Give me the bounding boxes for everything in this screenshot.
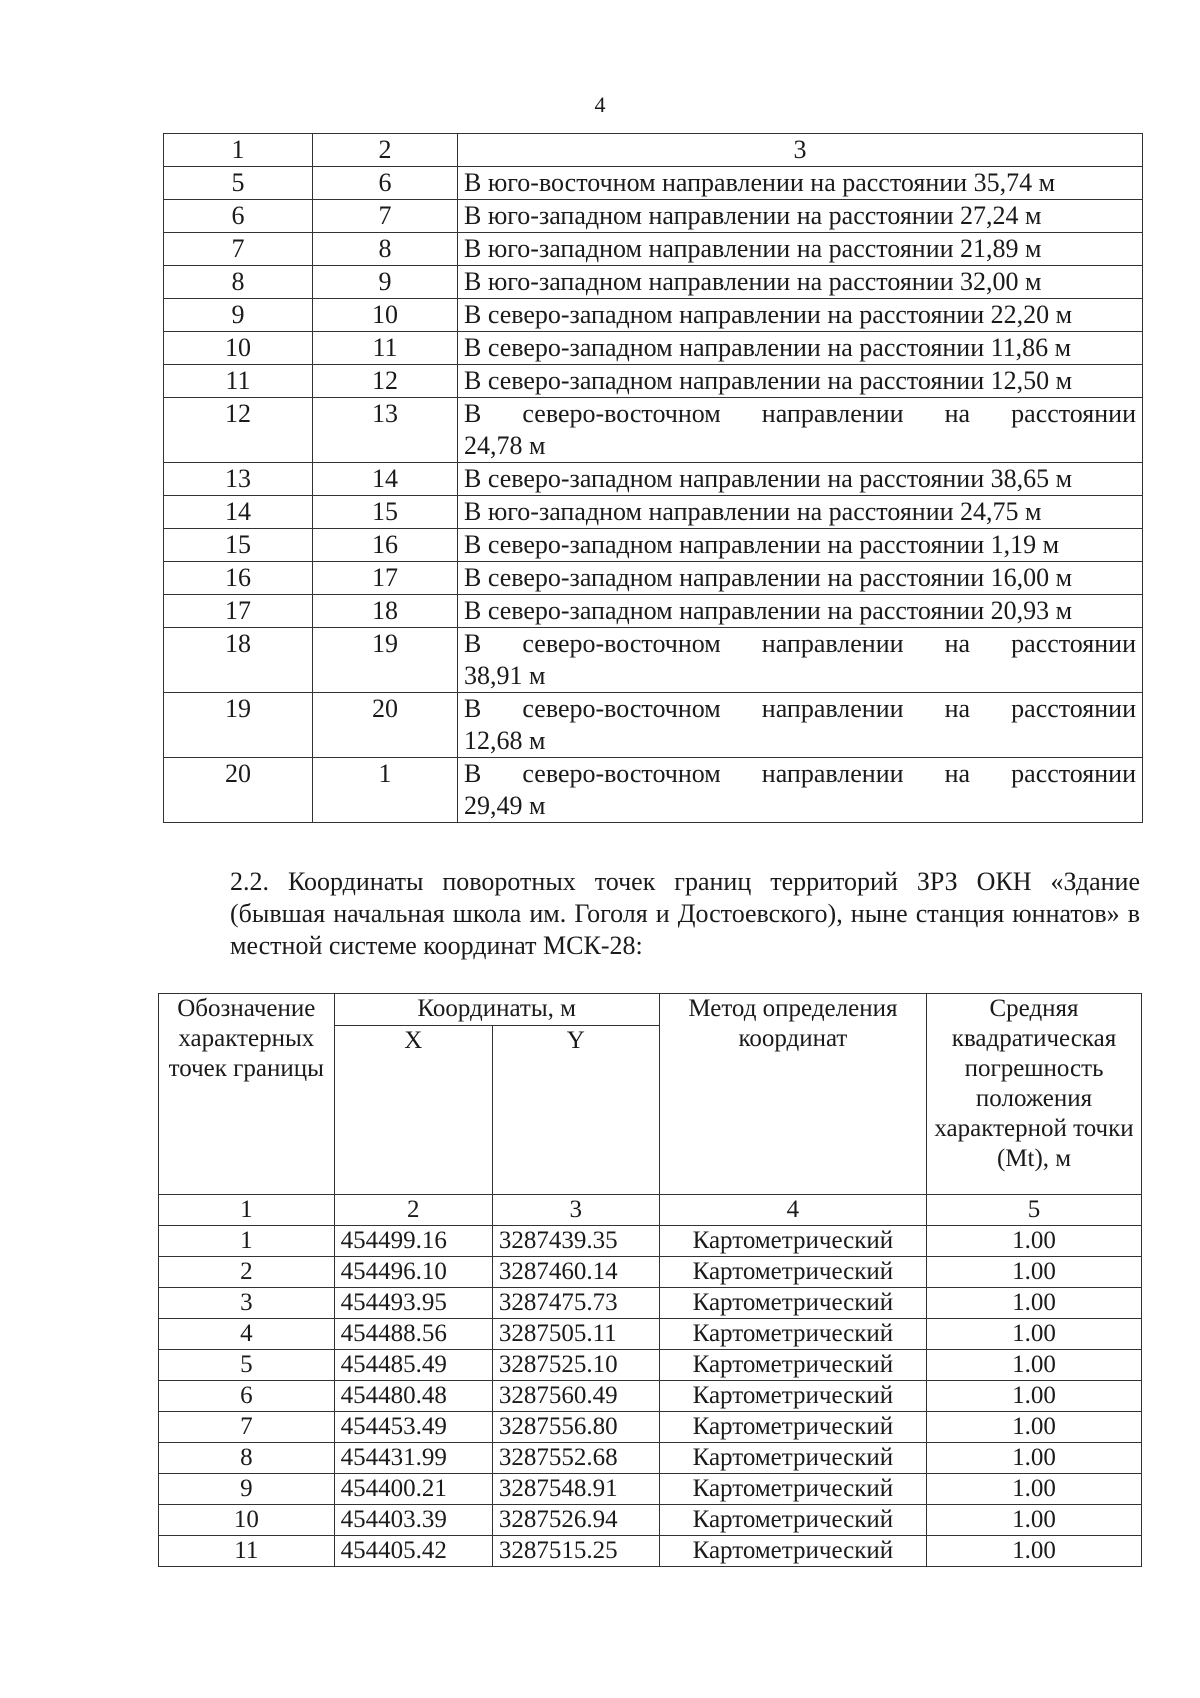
error-cell: 1.00 xyxy=(927,1474,1142,1505)
coord-y: 3287515.25 xyxy=(492,1536,659,1567)
from-point: 12 xyxy=(164,398,313,463)
from-point: 7 xyxy=(164,233,313,266)
to-point: 7 xyxy=(313,200,458,233)
from-point: 20 xyxy=(164,758,313,823)
table-row xyxy=(159,1536,1142,1567)
table-row xyxy=(164,562,1143,595)
header-coordinates: Координаты, м xyxy=(334,994,659,1026)
from-point: 6 xyxy=(164,200,313,233)
table-row xyxy=(164,299,1143,332)
to-point: 14 xyxy=(313,463,458,496)
method-cell: Картометрический xyxy=(659,1350,926,1381)
coord-x: 454488.56 xyxy=(334,1319,492,1350)
point-id: 1 xyxy=(159,1226,335,1257)
direction-text xyxy=(458,398,1143,463)
table-row xyxy=(164,496,1143,529)
from-point: 13 xyxy=(164,463,313,496)
method-cell: Картометрический xyxy=(659,1381,926,1412)
table-row xyxy=(159,1505,1142,1536)
from-point: 17 xyxy=(164,595,313,628)
header-error: Средняя квадратическая погрешность положения характерной точки (Mt), м xyxy=(927,994,1142,1195)
from-point: 16 xyxy=(164,562,313,595)
point-id: 9 xyxy=(159,1474,335,1505)
table-row xyxy=(159,1319,1142,1350)
table-row xyxy=(164,529,1143,562)
direction-text xyxy=(458,628,1143,693)
from-point: 9 xyxy=(164,299,313,332)
from-point: 8 xyxy=(164,266,313,299)
table-row xyxy=(159,1381,1142,1412)
table-row xyxy=(164,595,1143,628)
from-point: 14 xyxy=(164,496,313,529)
table-row xyxy=(164,758,1143,823)
direction-text xyxy=(458,693,1143,758)
point-id: 7 xyxy=(159,1412,335,1443)
table-row xyxy=(164,233,1143,266)
method-cell: Картометрический xyxy=(659,1536,926,1567)
to-point: 13 xyxy=(313,398,458,463)
direction-text: В северо-западном направлении на расстоянии 22,20 м xyxy=(458,299,1143,332)
direction-text: В северо-западном направлении на расстоянии 11,86 м xyxy=(458,332,1143,365)
direction-text xyxy=(458,758,1143,823)
column-number: 5 xyxy=(927,1195,1142,1226)
from-point: 19 xyxy=(164,693,313,758)
coord-x: 454499.16 xyxy=(334,1226,492,1257)
point-id: 2 xyxy=(159,1257,335,1288)
table-row xyxy=(159,1412,1142,1443)
coord-y: 3287560.49 xyxy=(492,1381,659,1412)
coord-x: 454400.21 xyxy=(334,1474,492,1505)
coord-x: 454485.49 xyxy=(334,1350,492,1381)
direction-text-line: В северо-восточном направлении на расстоянии xyxy=(464,399,1136,428)
coord-y: 3287460.14 xyxy=(492,1257,659,1288)
from-point: 10 xyxy=(164,332,313,365)
direction-text-line: В северо-восточном направлении на расстоянии xyxy=(464,759,1136,788)
column-number: 1 xyxy=(159,1195,335,1226)
table-header-row xyxy=(164,134,1143,167)
error-cell: 1.00 xyxy=(927,1319,1142,1350)
direction-text-line: В северо-восточном направлении на расстоянии xyxy=(464,629,1136,658)
direction-text: В юго-западном направлении на расстоянии 27,24 м xyxy=(458,200,1143,233)
table-row xyxy=(159,1443,1142,1474)
method-cell: Картометрический xyxy=(659,1288,926,1319)
to-point: 1 xyxy=(313,758,458,823)
direction-text: В юго-восточном направлении на расстоянии 35,74 м xyxy=(458,167,1143,200)
table-row xyxy=(159,1350,1142,1381)
paragraph-text: 2.2. Координаты поворотных точек границ территорий ЗРЗ ОКН «Здание (бывшая начальная школа им. Гоголя и Достоевского), ныне станция юннатов» в местной системе координат МСК-28: xyxy=(230,867,1140,960)
coord-x: 454496.10 xyxy=(334,1257,492,1288)
direction-text: В юго-западном направлении на расстоянии 24,75 м xyxy=(458,496,1143,529)
direction-text-line: В северо-восточном направлении на расстоянии xyxy=(464,694,1136,723)
header-point-designation: Обозначение характерных точек границы xyxy=(159,994,335,1195)
table-header-row xyxy=(159,994,1142,1026)
distance-text: 38,91 м xyxy=(464,661,546,690)
table-row xyxy=(164,693,1143,758)
column-number: 4 xyxy=(659,1195,926,1226)
point-id: 10 xyxy=(159,1505,335,1536)
method-cell: Картометрический xyxy=(659,1319,926,1350)
coord-y: 3287548.91 xyxy=(492,1474,659,1505)
header-cell: 2 xyxy=(313,134,458,167)
error-cell: 1.00 xyxy=(927,1536,1142,1567)
method-cell: Картометрический xyxy=(659,1257,926,1288)
point-id: 3 xyxy=(159,1288,335,1319)
coord-x: 454405.42 xyxy=(334,1536,492,1567)
distance-text: 24,78 м xyxy=(464,431,546,460)
error-cell: 1.00 xyxy=(927,1288,1142,1319)
point-id: 11 xyxy=(159,1536,335,1567)
to-point: 17 xyxy=(313,562,458,595)
table-row xyxy=(164,628,1143,693)
error-cell: 1.00 xyxy=(927,1350,1142,1381)
from-point: 11 xyxy=(164,365,313,398)
coord-y: 3287439.35 xyxy=(492,1226,659,1257)
table-row xyxy=(164,398,1143,463)
coord-y: 3287526.94 xyxy=(492,1505,659,1536)
coord-y: 3287552.68 xyxy=(492,1443,659,1474)
direction-text: В юго-западном направлении на расстоянии 32,00 м xyxy=(458,266,1143,299)
header-x: X xyxy=(334,1026,492,1195)
coord-y: 3287525.10 xyxy=(492,1350,659,1381)
column-number: 3 xyxy=(492,1195,659,1226)
direction-text: В северо-западном направлении на расстоянии 1,19 м xyxy=(458,529,1143,562)
to-point: 6 xyxy=(313,167,458,200)
coord-y: 3287505.11 xyxy=(492,1319,659,1350)
direction-text: В юго-западном направлении на расстоянии 21,89 м xyxy=(458,233,1143,266)
method-cell: Картометрический xyxy=(659,1412,926,1443)
header-cell: 3 xyxy=(458,134,1143,167)
table-row xyxy=(164,463,1143,496)
to-point: 15 xyxy=(313,496,458,529)
header-y: Y xyxy=(492,1026,659,1195)
table-row xyxy=(164,332,1143,365)
coord-x: 454431.99 xyxy=(334,1443,492,1474)
point-id: 5 xyxy=(159,1350,335,1381)
direction-text: В северо-западном направлении на расстоянии 20,93 м xyxy=(458,595,1143,628)
coord-x: 454403.39 xyxy=(334,1505,492,1536)
coordinates-table xyxy=(158,993,1142,1567)
error-cell: 1.00 xyxy=(927,1226,1142,1257)
from-point: 5 xyxy=(164,167,313,200)
table-row xyxy=(164,365,1143,398)
direction-text: В северо-западном направлении на расстоянии 16,00 м xyxy=(458,562,1143,595)
table-row xyxy=(159,1226,1142,1257)
to-point: 16 xyxy=(313,529,458,562)
to-point: 10 xyxy=(313,299,458,332)
method-cell: Картометрический xyxy=(659,1226,926,1257)
header-method: Метод определения координат xyxy=(659,994,926,1195)
error-cell: 1.00 xyxy=(927,1381,1142,1412)
table-row xyxy=(164,266,1143,299)
to-point: 11 xyxy=(313,332,458,365)
to-point: 8 xyxy=(313,233,458,266)
header-cell: 1 xyxy=(164,134,313,167)
direction-text: В северо-западном направлении на расстоянии 12,50 м xyxy=(458,365,1143,398)
point-id: 4 xyxy=(159,1319,335,1350)
from-point: 15 xyxy=(164,529,313,562)
coord-y: 3287556.80 xyxy=(492,1412,659,1443)
column-number: 2 xyxy=(334,1195,492,1226)
error-cell: 1.00 xyxy=(927,1412,1142,1443)
error-cell: 1.00 xyxy=(927,1257,1142,1288)
table-row xyxy=(164,200,1143,233)
to-point: 18 xyxy=(313,595,458,628)
direction-table xyxy=(163,133,1143,823)
distance-text: 29,49 м xyxy=(464,791,546,820)
to-point: 12 xyxy=(313,365,458,398)
distance-text: 12,68 м xyxy=(464,726,546,755)
direction-text: В северо-западном направлении на расстоянии 38,65 м xyxy=(458,463,1143,496)
coord-y: 3287475.73 xyxy=(492,1288,659,1319)
point-id: 6 xyxy=(159,1381,335,1412)
coord-x: 454493.95 xyxy=(334,1288,492,1319)
to-point: 9 xyxy=(313,266,458,299)
error-cell: 1.00 xyxy=(927,1443,1142,1474)
to-point: 19 xyxy=(313,628,458,693)
column-number-row xyxy=(159,1195,1142,1226)
error-cell: 1.00 xyxy=(927,1505,1142,1536)
from-point: 18 xyxy=(164,628,313,693)
section-paragraph xyxy=(160,866,1140,962)
table-row xyxy=(164,167,1143,200)
coord-x: 454480.48 xyxy=(334,1381,492,1412)
to-point: 20 xyxy=(313,693,458,758)
page-number: 4 xyxy=(594,92,606,117)
point-id: 8 xyxy=(159,1443,335,1474)
coord-x: 454453.49 xyxy=(334,1412,492,1443)
table-row xyxy=(159,1257,1142,1288)
method-cell: Картометрический xyxy=(659,1474,926,1505)
method-cell: Картометрический xyxy=(659,1443,926,1474)
table-row xyxy=(159,1288,1142,1319)
table-row xyxy=(159,1474,1142,1505)
method-cell: Картометрический xyxy=(659,1505,926,1536)
